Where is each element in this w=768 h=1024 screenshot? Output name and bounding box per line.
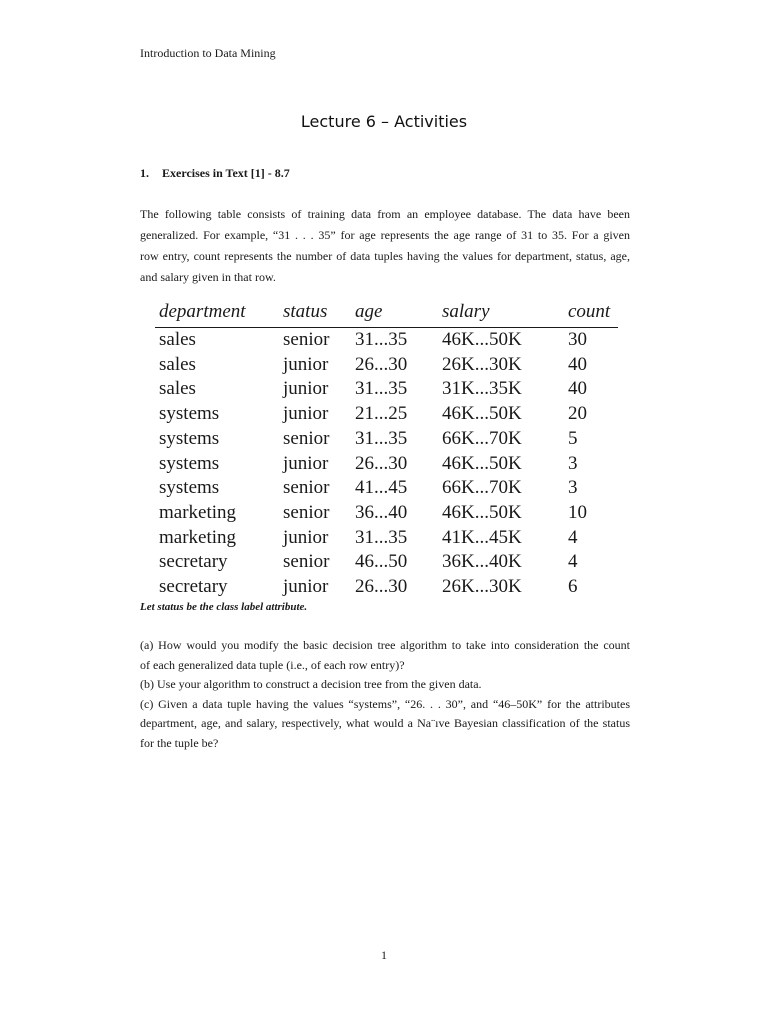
page-title: Lecture 6 – Activities	[300, 112, 468, 131]
cell-age: 21...25	[355, 403, 408, 425]
cell-status: junior	[283, 378, 329, 400]
table-row	[155, 476, 618, 501]
cell-count: 5	[568, 427, 578, 449]
cell-status: junior	[283, 403, 329, 425]
cell-count: 3	[568, 477, 578, 499]
cell-count: 3	[568, 452, 578, 474]
cell-department: sales	[159, 378, 196, 400]
table-row	[155, 427, 618, 452]
cell-status: senior	[283, 477, 330, 499]
table-row	[155, 328, 618, 353]
header-salary: salary	[438, 299, 564, 328]
cell-status: senior	[283, 427, 330, 449]
cell-salary: 46K...50K	[442, 403, 522, 425]
cell-salary: 31K...35K	[442, 378, 522, 400]
cell-salary: 26K...30K	[442, 576, 522, 598]
cell-age: 31...35	[355, 378, 408, 400]
cell-status: junior	[283, 452, 329, 474]
cell-department: systems	[159, 403, 220, 425]
table-body	[155, 328, 618, 600]
page-number: 1	[381, 948, 387, 962]
cell-salary: 41K...45K	[442, 526, 522, 548]
cell-age: 31...35	[355, 526, 408, 548]
cell-count: 10	[568, 501, 587, 523]
cell-department: systems	[159, 427, 220, 449]
header-count: count	[564, 299, 618, 328]
cell-status: junior	[283, 576, 329, 598]
cell-count: 6	[568, 576, 578, 598]
cell-department: systems	[159, 452, 220, 474]
cell-count: 4	[568, 526, 578, 548]
header-age: age	[351, 299, 438, 328]
questions-block	[140, 636, 630, 753]
cell-department: marketing	[159, 501, 237, 523]
cell-department: marketing	[159, 526, 237, 548]
table-row	[155, 575, 618, 600]
class-label-note: Let status be the class label attribute.	[140, 601, 308, 613]
question-line: for the tuple be?	[140, 735, 219, 750]
cell-age: 41...45	[355, 477, 408, 499]
section-heading	[140, 166, 290, 181]
table-row	[155, 452, 618, 477]
cell-age: 26...30	[355, 576, 408, 598]
intro-line: The following table consists of training data from an employee database. The data have been	[140, 207, 630, 221]
cell-department: sales	[159, 353, 196, 375]
cell-salary: 46K...50K	[442, 501, 522, 523]
table-row	[155, 550, 618, 575]
cell-salary: 66K...70K	[442, 477, 522, 499]
cell-status: senior	[283, 329, 330, 350]
cell-status: junior	[283, 526, 329, 548]
cell-department: secretary	[159, 576, 228, 598]
section-label: Exercises in Text [1] - 8.7	[162, 166, 290, 180]
intro-paragraph	[140, 204, 630, 288]
cell-salary: 46K...50K	[442, 329, 522, 350]
cell-salary: 46K...50K	[442, 452, 522, 474]
running-header: Introduction to Data Mining	[140, 46, 276, 60]
cell-age: 36...40	[355, 501, 408, 523]
cell-salary: 66K...70K	[442, 427, 522, 449]
cell-salary: 26K...30K	[442, 353, 522, 375]
intro-line: and salary given in that row.	[140, 270, 276, 284]
cell-count: 40	[568, 378, 587, 400]
question-line: (c) Given a data tuple having the values “systems”, “26. . . 30”, and “46–50K” for the attributes	[140, 696, 630, 711]
cell-department: sales	[159, 329, 196, 350]
cell-count: 20	[568, 403, 587, 425]
question-line: department, age, and salary, respectively, what would a Na¨ıve Bayesian classification of the status	[140, 716, 630, 730]
cell-department: secretary	[159, 551, 228, 573]
cell-count: 40	[568, 353, 587, 375]
cell-status: senior	[283, 551, 330, 573]
question-line: (b) Use your algorithm to construct a decision tree from the given data.	[140, 677, 482, 691]
cell-age: 26...30	[355, 452, 408, 474]
table-row	[155, 402, 618, 427]
table-row	[155, 526, 618, 551]
cell-department: systems	[159, 477, 220, 499]
table-row	[155, 353, 618, 378]
cell-age: 26...30	[355, 353, 408, 375]
intro-line: row entry, count represents the number of data tuples having the values for department, status, age,	[140, 249, 630, 263]
table-row	[155, 501, 618, 526]
intro-line: generalized. For example, “31 . . . 35” for age represents the age range of 31 to 35. For a given	[140, 228, 630, 242]
cell-count: 4	[568, 551, 578, 573]
table-header-row	[155, 299, 618, 328]
header-status: status	[279, 299, 351, 328]
table-row	[155, 377, 618, 402]
question-line: of each generalized data tuple (i.e., of each row entry)?	[140, 657, 405, 672]
cell-age: 46...50	[355, 551, 408, 573]
cell-count: 30	[568, 329, 587, 350]
training-data-table	[155, 299, 618, 600]
cell-status: senior	[283, 501, 330, 523]
cell-salary: 36K...40K	[442, 551, 522, 573]
section-number: 1.	[140, 166, 149, 180]
cell-age: 31...35	[355, 427, 408, 449]
header-department: department	[155, 299, 279, 328]
question-line: (a) How would you modify the basic decision tree algorithm to take into consideration the count	[140, 638, 630, 652]
cell-age: 31...35	[355, 329, 408, 350]
cell-status: junior	[283, 353, 329, 375]
